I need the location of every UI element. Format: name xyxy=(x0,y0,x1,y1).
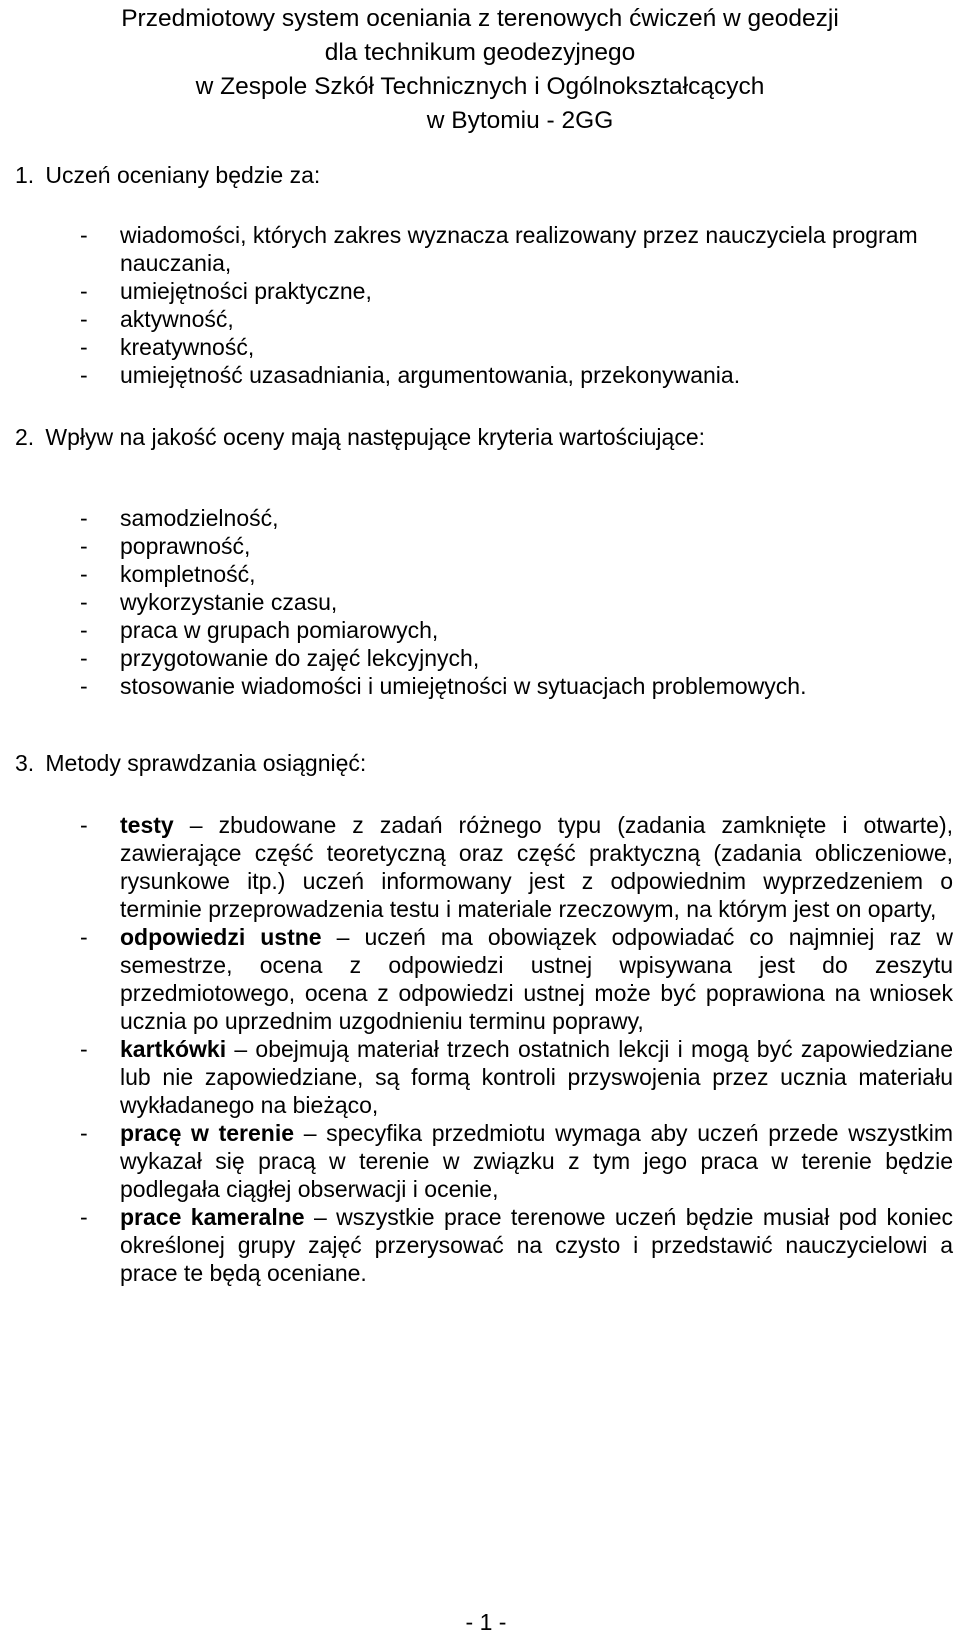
list-item: - przygotowanie do zajęć lekcyjnych, xyxy=(80,645,480,671)
section-2-heading-text: Wpływ na jakość oceny mają następujące kryteria wartościujące: xyxy=(45,424,706,450)
title-line-4: w Bytomiu - 2GG xyxy=(426,107,614,134)
method-term: testy xyxy=(120,812,174,838)
section-2-number: 2. xyxy=(15,424,35,450)
section-1-heading xyxy=(15,161,945,189)
list-item: - umiejętność uzasadniania, argumentowania, przekonywania. xyxy=(80,362,741,388)
list-item: - kompletność, xyxy=(80,561,256,587)
list-item: - poprawność, xyxy=(80,533,251,559)
list-item: - aktywność, xyxy=(80,306,234,332)
section-3-list xyxy=(0,811,960,1287)
list-item: - odpowiedzi ustne – uczeń ma obowiązek odpowiadać co najmniej raz w semestrze, ocena z odpowiedzi ustnej wpisywana jest do zeszytu przedmiotowego, ocena z odpowiedzi ustnej może być poprawiona na wniosek ucznia po uprzednim uzgodnieniu terminu poprawy, xyxy=(80,924,953,1034)
method-term: kartkówki xyxy=(120,1036,227,1062)
title-line-3: w Zespole Szkół Technicznych i Ogólnokształcących xyxy=(195,73,765,100)
section-1-heading-text: Uczeń oceniany będzie za: xyxy=(45,162,321,188)
section-1-number: 1. xyxy=(15,162,35,188)
title-line-1: Przedmiotowy system oceniania z terenowych ćwiczeń w geodezji xyxy=(121,5,839,32)
list-item: - stosowanie wiadomości i umiejętności w sytuacjach problemowych. xyxy=(80,673,807,699)
method-term: prace kameralne xyxy=(120,1204,305,1230)
method-term: pracę w terenie xyxy=(120,1120,295,1146)
section-2-heading xyxy=(15,423,945,451)
section-3-number: 3. xyxy=(15,750,35,776)
list-item: - praca w grupach pomiarowych, xyxy=(80,617,439,643)
list-item: - kreatywność, xyxy=(80,334,255,360)
list-item: - samodzielność, xyxy=(80,505,279,531)
list-item: - umiejętności praktyczne, xyxy=(80,278,372,304)
list-item: - wiadomości, których zakres wyznacza realizowany przez nauczyciela program nauczania, xyxy=(80,222,918,276)
list-item: - pracę w terenie – specyfika przedmiotu wymaga aby uczeń przede wszystkim wykazał się pracą w terenie w związku z tym jego praca w terenie będzie podlegała ciągłej obserwacji i ocenie, xyxy=(80,1120,954,1202)
list-item: - wykorzystanie czasu, xyxy=(80,589,338,615)
method-term: odpowiedzi ustne xyxy=(120,924,322,950)
section-3-heading-text: Metody sprawdzania osiągnięć: xyxy=(45,750,367,776)
title-line-2: dla technikum geodezyjnego xyxy=(324,39,636,66)
list-item: - testy – zbudowane z zadań różnego typu (zadania zamknięte i otwarte), zawierające część teoretyczną oraz część praktyczną (zadania obliczeniowe, rysunkowe itp.) uczeń informowany jest z odpowiednim wyprzedzeniem o terminie przeprowadzenia testu i materiale rzeczowym, na którym jest on oparty, xyxy=(80,812,953,922)
document-title xyxy=(0,2,960,138)
section-3-heading xyxy=(15,749,945,777)
list-item: - kartkówki – obejmują materiał trzech ostatnich lekcji i mogą być zapowiedziane lub nie zapowiedziane, są formą kontroli przyswojenia przez ucznia materiału wykładanego na bieżąco, xyxy=(80,1036,953,1118)
section-1-list xyxy=(0,221,960,389)
page-number: - 1 - xyxy=(465,1609,507,1635)
list-item: - prace kameralne – wszystkie prace terenowe uczeń będzie musiał pod koniec określonej grupy zajęć przerysować na czysto i przedstawić nauczycielowi a prace te będą oceniane. xyxy=(80,1204,953,1286)
section-2-list xyxy=(0,504,960,700)
